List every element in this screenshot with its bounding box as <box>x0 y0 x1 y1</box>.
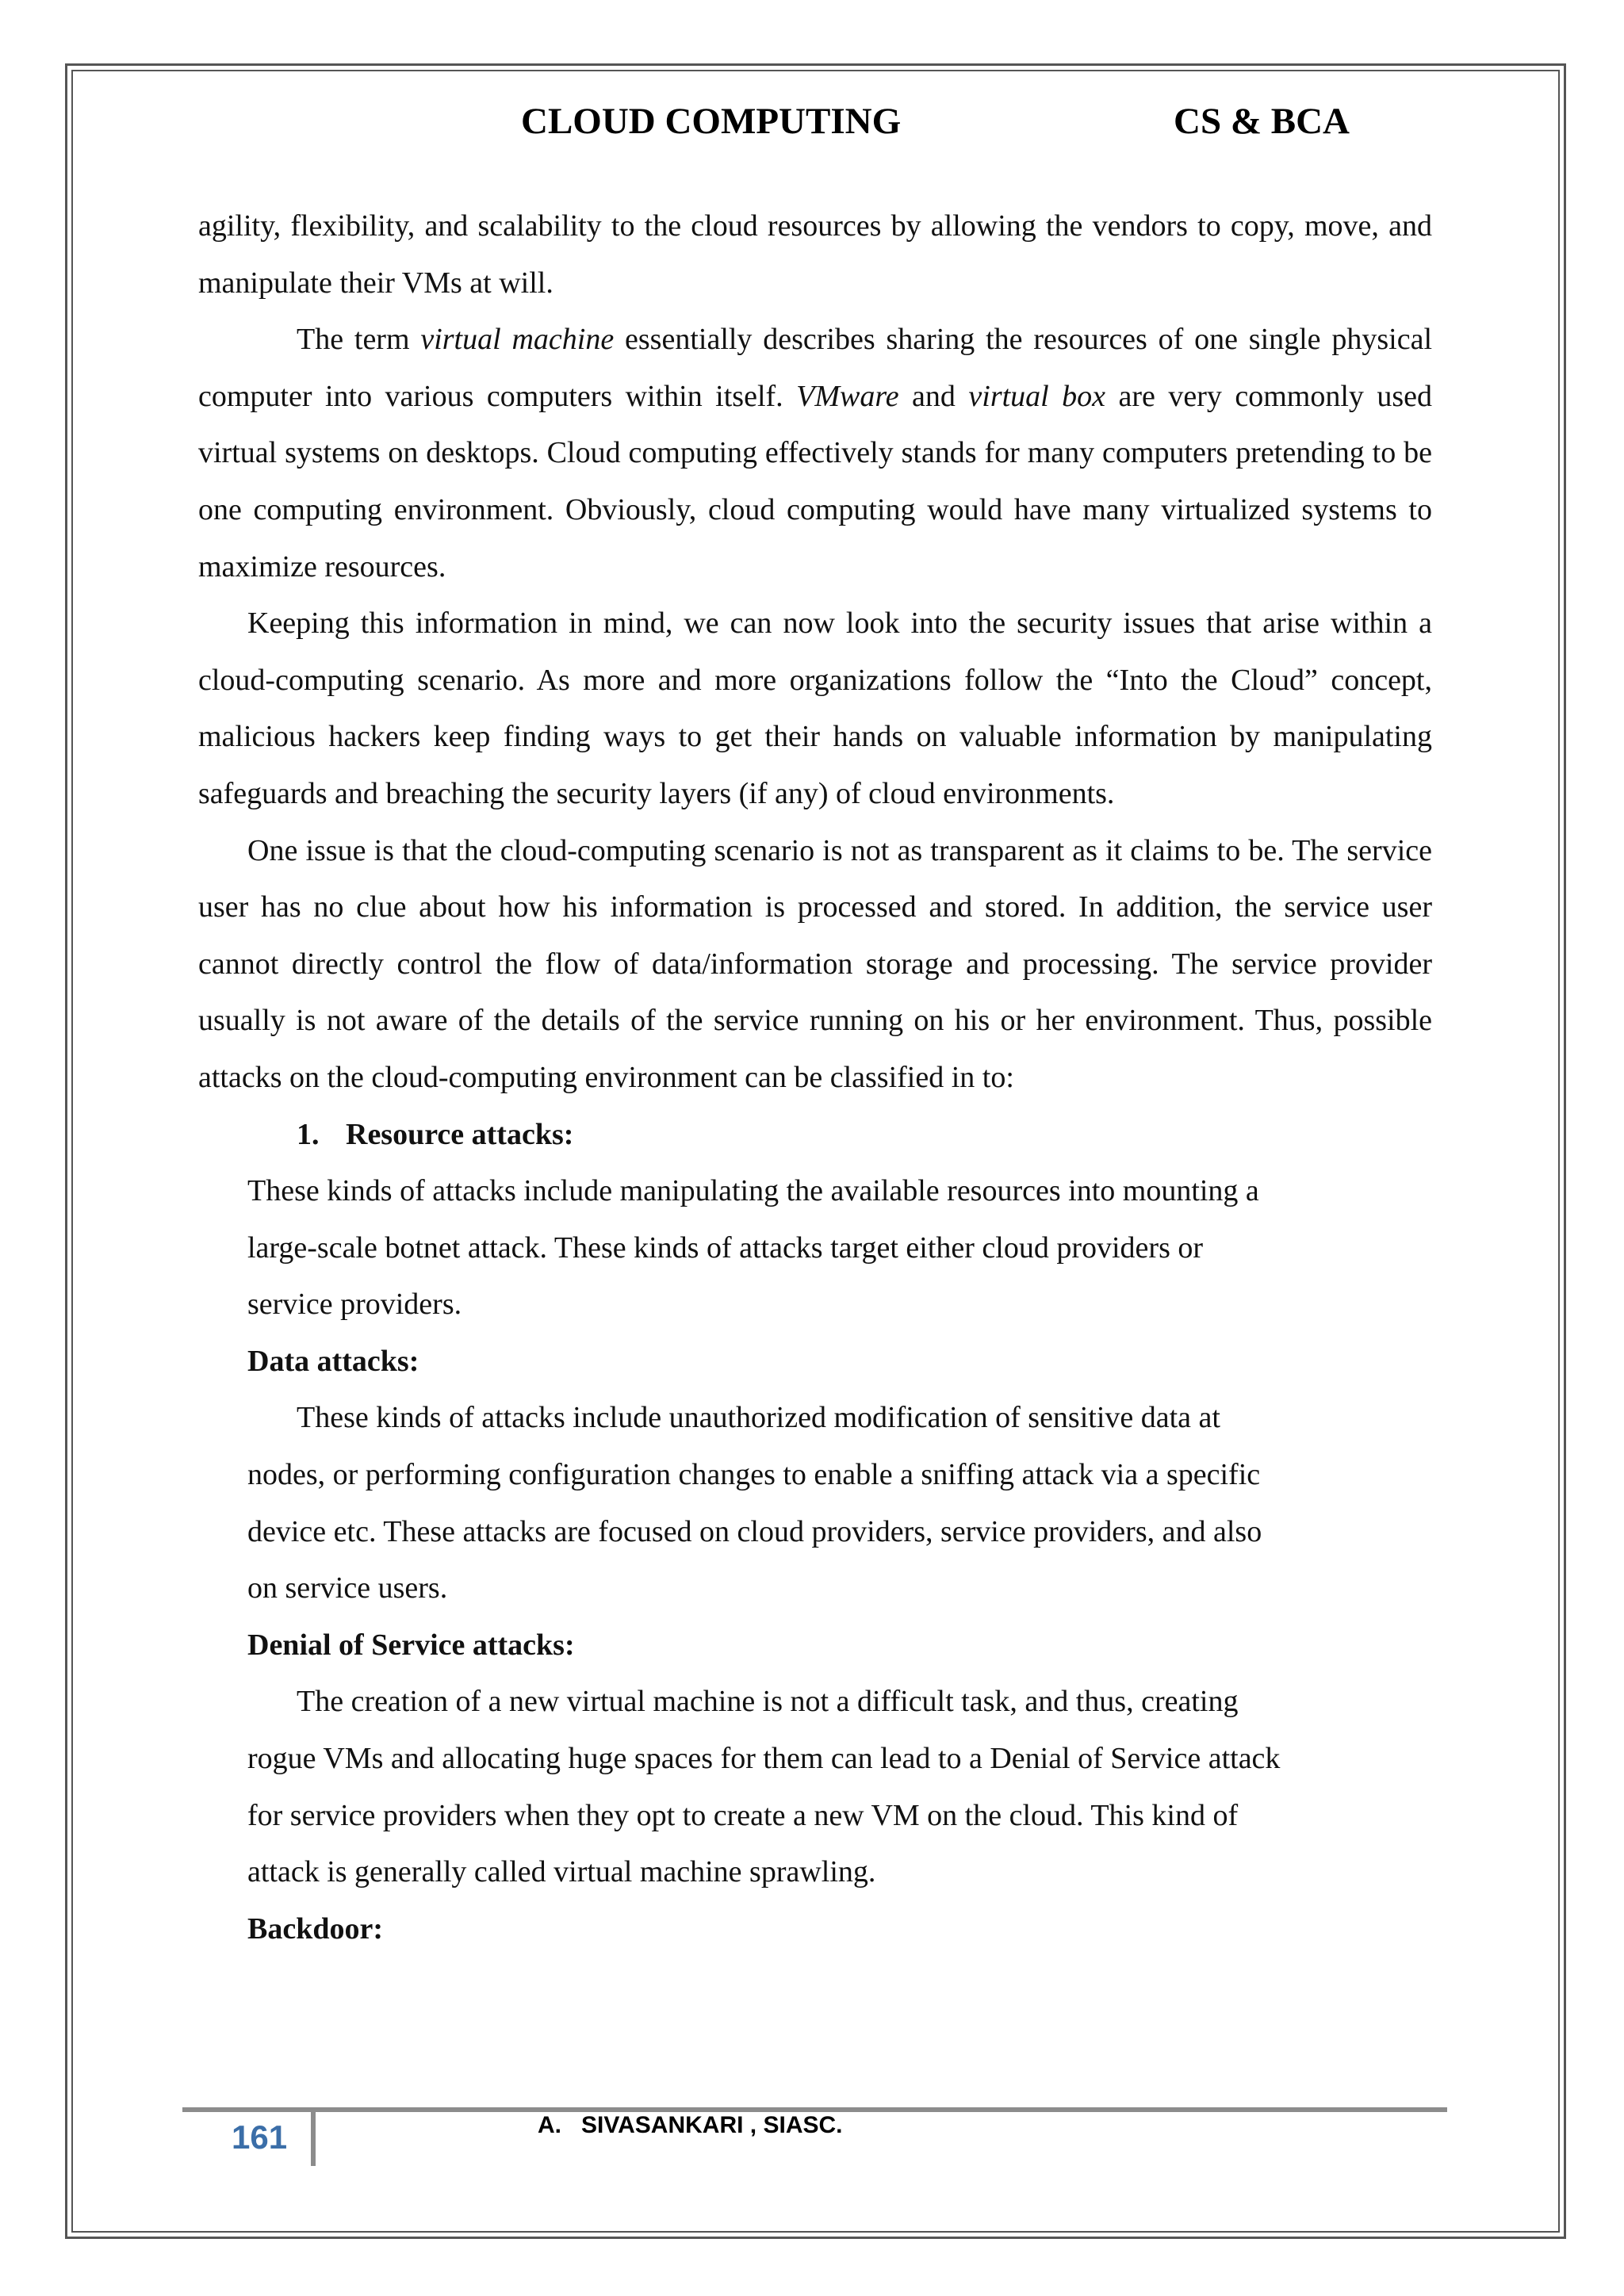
line: nodes, or performing configuration changes to enable a sniffing attack via a specific <box>247 1458 1261 1492</box>
term-virtual-machine: virtual machine <box>420 323 615 357</box>
paragraph-transparency: One issue is that the cloud-computing scenario is not as transparent as it claims to be. The service user has no clue about how his information is processed and stored. In addition, the service user cannot directly control the flow of data/information storage and processing. The service provider usually is not aware of the details of the service running on his or her environment. Thus, possible attacks on the cloud-computing environment can be classified in to: <box>198 833 1432 1094</box>
data-attacks-text <box>198 1390 1358 1617</box>
heading-data-attacks: Data attacks: <box>247 1344 419 1378</box>
footer-divider <box>311 2112 316 2166</box>
list-number: 1. <box>297 1117 320 1151</box>
text-span: essentially describes sharing the resources of one single physical computer into various computers within itself. <box>198 323 1432 413</box>
heading-text: Resource attacks: <box>346 1117 574 1151</box>
heading-dos-attacks: Denial of Service attacks: <box>247 1628 575 1662</box>
line: service providers. <box>247 1288 462 1322</box>
heading-resource-attacks <box>198 1107 1432 1164</box>
term-vmware: VMware <box>796 379 899 413</box>
line: on service users. <box>247 1571 448 1605</box>
line: The creation of a new virtual machine is not a difficult task, and thus, creating <box>297 1685 1239 1719</box>
term-virtual-box: virtual box <box>968 379 1106 413</box>
line: rogue VMs and allocating huge spaces for them can lead to a Denial of Service attack <box>247 1742 1281 1776</box>
resource-attacks-text <box>198 1163 1358 1334</box>
paragraph-virtual-machine <box>198 312 1432 595</box>
header-course: CS & BCA <box>1174 101 1350 142</box>
page-number: 161 <box>232 2118 288 2156</box>
page-content <box>198 198 1432 1957</box>
line: for service providers when they opt to create a new VM on the cloud. This kind of <box>247 1798 1239 1832</box>
line: large-scale botnet attack. These kinds of attacks target either cloud providers or <box>247 1230 1204 1265</box>
paragraph-security-issues: Keeping this information in mind, we can now look into the security issues that arise within a cloud-computing scenario. As more and more organizations follow the “Into the Cloud” concept, malicious hackers keep finding ways to get their hands on valuable information by manipulating safeguards and breaching the security layers (if any) of cloud environments. <box>198 607 1432 810</box>
dos-attacks-text <box>198 1674 1358 1900</box>
paragraph-agility: agility, flexibility, and scalability to the cloud resources by allowing the vendors to copy, move, and manipulate their VMs at will. <box>198 209 1432 300</box>
line: These kinds of attacks include unauthorized modification of sensitive data at <box>297 1401 1220 1435</box>
header-subject: CLOUD COMPUTING <box>521 101 902 142</box>
line: attack is generally called virtual machine sprawling. <box>247 1855 876 1889</box>
line: device etc. These attacks are focused on cloud providers, service providers, and also <box>247 1514 1262 1548</box>
page-header <box>0 94 1624 149</box>
text-span: are very commonly used virtual systems on desktops. Cloud computing effectively stands for many computers pretending to be one computing environment. Obviously, cloud computing would have many virtualized systems to maximize resources. <box>198 379 1432 584</box>
footer-author: A. SIVASANKARI , SIASC. <box>538 2112 843 2138</box>
heading-backdoor: Backdoor: <box>247 1911 383 1946</box>
line: These kinds of attacks include manipulating the available resources into mounting a <box>247 1174 1259 1208</box>
text-span: The term <box>297 323 421 357</box>
text-span: and <box>898 379 969 413</box>
